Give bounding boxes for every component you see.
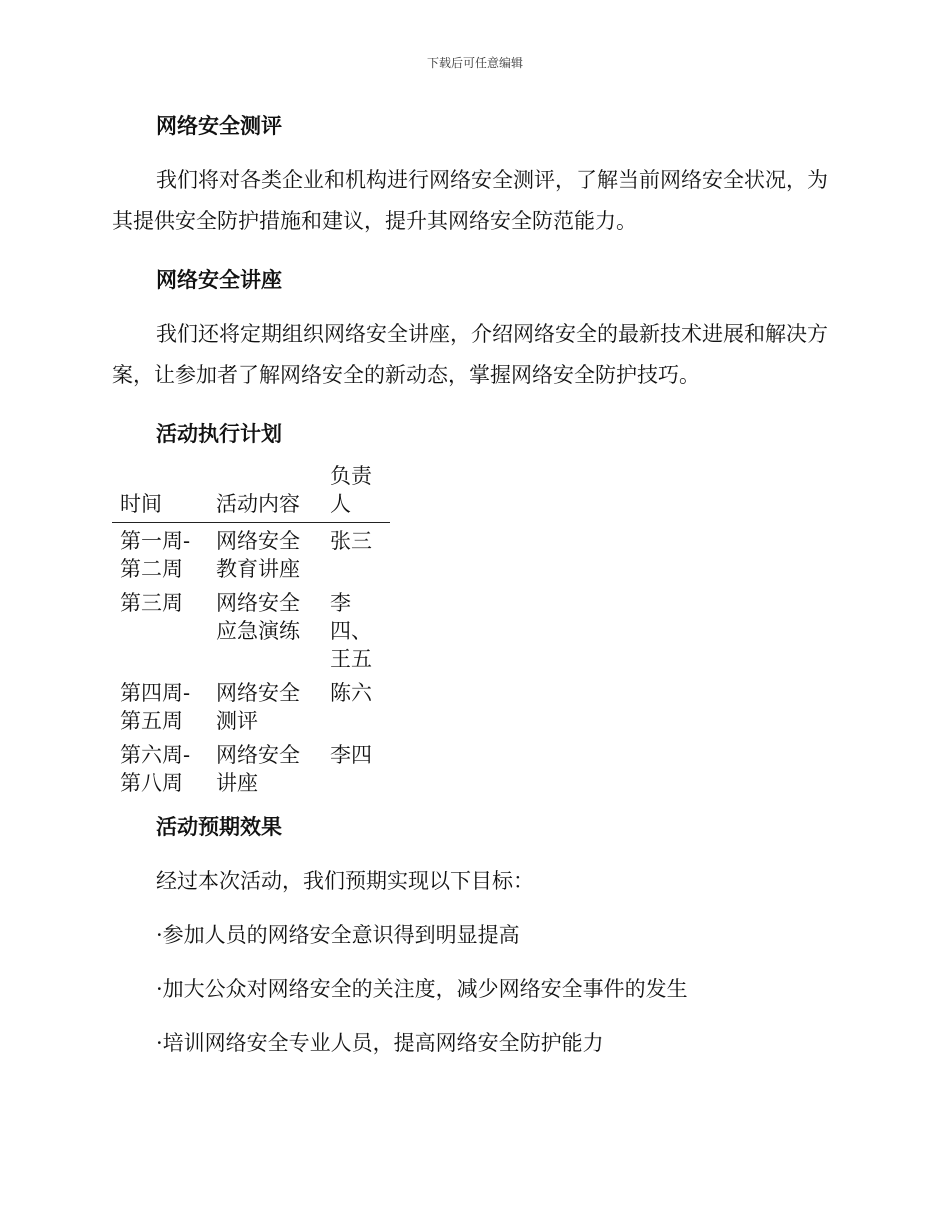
document-body	[112, 110, 832, 1059]
table-cell-time: 第六周-第八周	[120, 743, 191, 795]
table-cell-owner: 陈六	[330, 681, 372, 705]
section-title-assessment: 网络安全测评	[156, 113, 282, 138]
table-cell-owner: 李四、王五	[330, 591, 372, 671]
section-title-outcome: 活动预期效果	[156, 814, 282, 839]
section-body-assessment: 我们将对各类企业和机构进行网络安全测评，了解当前网络安全状况，为其提供安全防护措施和建议，提升其网络安全防范能力。	[112, 168, 828, 233]
section-title-plan: 活动执行计划	[156, 421, 282, 446]
outcome-intro: 经过本次活动，我们预期实现以下目标：	[156, 869, 534, 893]
table-cell-time: 第一周-第二周	[120, 529, 191, 581]
table-cell-content: 网络安全教育讲座	[216, 529, 300, 581]
section-body-lecture: 我们还将定期组织网络安全讲座，介绍网络安全的最新技术进展和解决方案，让参加者了解网络安全的新动态，掌握网络安全防护技巧。	[112, 322, 828, 387]
table-row	[112, 585, 390, 675]
table-cell-owner: 李四	[330, 743, 372, 767]
list-item: ·参加人员的网络安全意识得到明显提高	[156, 923, 520, 947]
table-cell-content: 网络安全讲座	[216, 743, 300, 795]
column-header-content: 活动内容	[216, 492, 300, 516]
table-cell-time: 第三周	[120, 591, 183, 615]
column-header-owner: 负责人	[330, 464, 372, 516]
table-row	[112, 737, 390, 799]
table-row	[112, 523, 390, 586]
list-item: ·加大公众对网络安全的关注度，减少网络安全事件的发生	[156, 977, 688, 1001]
table-header-row	[112, 462, 390, 523]
table-row	[112, 675, 390, 737]
page-header: 下载后可任意编辑	[426, 56, 523, 70]
table-cell-time: 第四周-第五周	[120, 681, 191, 733]
plan-table	[112, 462, 390, 799]
column-header-time: 时间	[120, 492, 162, 516]
section-title-lecture: 网络安全讲座	[156, 267, 282, 292]
table-cell-content: 网络安全应急演练	[216, 591, 300, 643]
table-cell-owner: 张三	[330, 529, 372, 553]
table-cell-content: 网络安全测评	[216, 681, 300, 733]
list-item: ·培训网络安全专业人员，提高网络安全防护能力	[156, 1031, 604, 1055]
